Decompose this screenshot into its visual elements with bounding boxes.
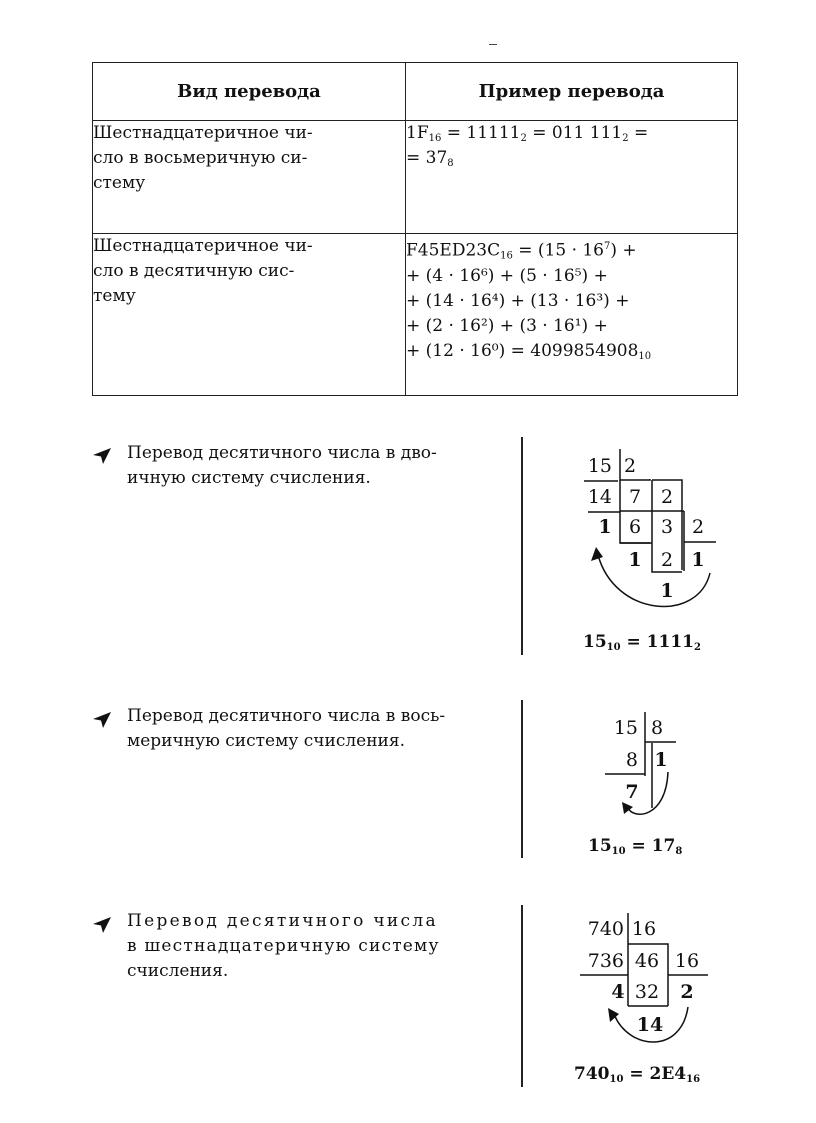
- example-line: + $(12 \cdot 16^0) = 4099854908_{10}$: [406, 340, 652, 362]
- separator-line: [521, 700, 523, 858]
- svg-text:7: 7: [628, 486, 642, 508]
- svg-text:1: 1: [628, 549, 642, 571]
- octal-division-diagram: [600, 708, 700, 828]
- svg-text:4: 4: [611, 981, 625, 1003]
- svg-text:8: 8: [650, 717, 664, 739]
- svg-text:14: 14: [587, 486, 612, 508]
- result-octal: $15_{10} = 17_8$: [588, 836, 683, 857]
- hex-division-diagram: [566, 910, 716, 1050]
- svg-text:46: 46: [634, 950, 660, 972]
- example-line: + (14 · 16⁴) + (13 · 16³) +: [406, 290, 630, 311]
- example-line: + (2 · 16²) + (3 · 16¹) +: [406, 315, 608, 336]
- pointer-arrow-icon: [92, 447, 112, 465]
- svg-text:6: 6: [628, 516, 642, 538]
- svg-text:1: 1: [654, 749, 668, 771]
- table-row: [93, 234, 738, 396]
- example-cell: [406, 121, 738, 234]
- svg-text:1: 1: [660, 580, 674, 602]
- svg-text:16: 16: [631, 918, 657, 940]
- table-row: [93, 121, 738, 234]
- svg-text:15: 15: [587, 455, 612, 477]
- type-line: сло в восьмеричную си-: [93, 148, 308, 168]
- svg-text:32: 32: [634, 981, 660, 1003]
- section-text-octal: Перевод десятичного числа в вось- меричную систему счисления.: [127, 706, 446, 751]
- result-binary: $15_{10} = 1111_2$: [583, 632, 701, 653]
- type-cell: [93, 234, 406, 396]
- svg-text:2: 2: [660, 549, 674, 571]
- page-mark: [489, 44, 497, 45]
- svg-text:16: 16: [674, 950, 700, 972]
- example-line: $F45ED23C_{16} = (15 \cdot 16^7)$ +: [406, 240, 637, 262]
- type-line: стему: [93, 173, 146, 193]
- binary-division-diagram: [560, 445, 740, 655]
- svg-text:1: 1: [598, 516, 612, 538]
- header-example: Пример перевода: [406, 63, 738, 121]
- svg-text:15: 15: [613, 717, 638, 739]
- type-line: тему: [93, 286, 136, 306]
- example-line: $1F_{16} = 11111_2 = 011$ $111_2$ =: [406, 123, 649, 144]
- separator-line: [521, 905, 523, 1087]
- type-cell: [93, 121, 406, 234]
- type-line: сло в десятичную сис-: [93, 261, 295, 281]
- svg-text:736: 736: [587, 950, 624, 972]
- type-line: Шестнадцатеричное чи-: [93, 123, 313, 143]
- type-line: Шестнадцатеричное чи-: [93, 236, 313, 256]
- svg-text:2: 2: [680, 981, 694, 1003]
- svg-text:740: 740: [587, 918, 624, 940]
- svg-text:3: 3: [660, 516, 674, 538]
- svg-text:2: 2: [623, 455, 637, 477]
- svg-text:14: 14: [636, 1014, 664, 1036]
- svg-text:7: 7: [625, 781, 639, 803]
- pointer-arrow-icon: [92, 916, 112, 934]
- example-cell: [406, 234, 738, 396]
- pointer-arrow-icon: [92, 711, 112, 729]
- example-line: + (4 · 16⁶) + (5 · 16⁵) +: [406, 265, 608, 286]
- table-header-row: [93, 63, 738, 121]
- conversion-table: [92, 62, 738, 396]
- svg-text:2: 2: [660, 486, 674, 508]
- section-text-hex: Перевод десятичного числа в шестнадцатеричную систему счисления.: [127, 911, 440, 981]
- svg-text:1: 1: [691, 549, 705, 571]
- svg-text:8: 8: [625, 749, 638, 771]
- section-text-binary: Перевод десятичного числа в дво- ичную систему счисления.: [127, 443, 437, 488]
- example-line: = $37_8$: [406, 148, 454, 169]
- header-type: Вид перевода: [93, 63, 406, 121]
- svg-text:2: 2: [691, 516, 705, 538]
- separator-line: [521, 437, 523, 655]
- result-hex: $740_{10} = 2E4_{16}$: [574, 1064, 701, 1085]
